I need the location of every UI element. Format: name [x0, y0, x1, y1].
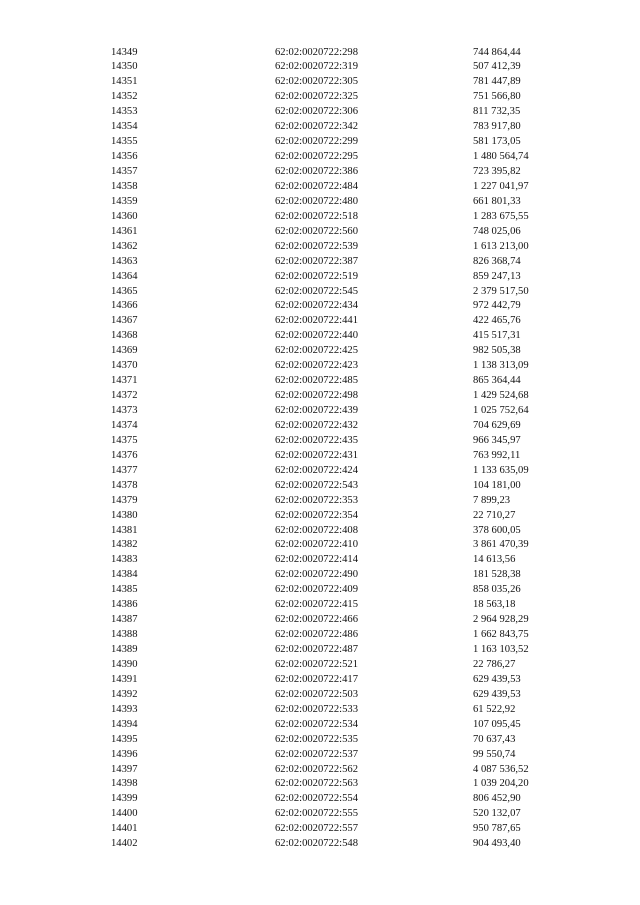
- table-row: [111, 777, 573, 792]
- table-row: [111, 763, 573, 778]
- cadastral-number-cell: 62:02:0020722:423: [275, 360, 358, 372]
- table-row: [111, 165, 573, 180]
- cadastral-number-cell: 62:02:0020722:557: [275, 823, 358, 835]
- table-row: [111, 553, 573, 568]
- cadastral-number-cell: 62:02:0020722:563: [275, 778, 358, 790]
- cadastral-number-cell: 62:02:0020722:521: [275, 658, 358, 670]
- table-row: [111, 120, 573, 135]
- cadastral-value-cell: 826 368,74: [473, 255, 521, 267]
- row-number-cell: 14388: [111, 629, 138, 641]
- table-row: [111, 299, 573, 314]
- row-number-cell: 14362: [111, 240, 138, 252]
- table-row: [111, 748, 573, 763]
- row-number-cell: 14393: [111, 703, 138, 715]
- table-row: [111, 46, 573, 61]
- table-row: [111, 464, 573, 479]
- table-row: [111, 643, 573, 658]
- cadastral-number-cell: 62:02:0020722:548: [275, 838, 358, 850]
- cadastral-value-cell: 1 025 752,64: [473, 405, 529, 416]
- table-row: [111, 703, 573, 718]
- cadastral-number-cell: 62:02:0020722:560: [275, 225, 358, 237]
- cadastral-value-cell: 763 992,11: [473, 449, 521, 461]
- cadastral-number-cell: 62:02:0020722:441: [275, 315, 358, 327]
- cadastral-number-cell: 62:02:0020722:539: [275, 240, 358, 252]
- row-number-cell: 14358: [111, 180, 138, 192]
- cadastral-number-cell: 62:02:0020722:386: [275, 166, 358, 177]
- table-row: [111, 837, 573, 852]
- cadastral-value-cell: 1 133 635,09: [473, 464, 529, 476]
- cadastral-value-cell: 1 163 103,52: [473, 644, 529, 655]
- cadastral-number-cell: 62:02:0020722:410: [275, 539, 358, 551]
- cadastral-value-cell: 751 566,80: [473, 91, 521, 103]
- cadastral-value-cell: 966 345,97: [473, 434, 521, 446]
- cadastral-number-cell: 62:02:0020722:439: [275, 405, 358, 416]
- row-number-cell: 14368: [111, 330, 138, 342]
- cadastral-value-cell: 99 550,74: [473, 748, 516, 760]
- cadastral-value-cell: 629 439,53: [473, 688, 521, 700]
- table-body: [111, 46, 573, 853]
- row-number-cell: 14355: [111, 136, 138, 148]
- row-number-cell: 14380: [111, 509, 138, 521]
- cadastral-value-cell: 1 039 204,20: [473, 778, 529, 790]
- table-row: [111, 494, 573, 509]
- cadastral-value-cell: 1 138 313,09: [473, 360, 529, 372]
- table-row: [111, 389, 573, 404]
- cadastral-number-cell: 62:02:0020722:342: [275, 121, 358, 133]
- cadastral-value-cell: 181 528,38: [473, 569, 521, 581]
- cadastral-number-cell: 62:02:0020722:490: [275, 569, 358, 581]
- cadastral-number-cell: 62:02:0020722:486: [275, 629, 358, 641]
- cadastral-number-cell: 62:02:0020722:485: [275, 375, 358, 387]
- row-number-cell: 14401: [111, 823, 138, 835]
- row-number-cell: 14386: [111, 599, 138, 611]
- cadastral-value-cell: 704 629,69: [473, 419, 521, 431]
- table-row: [111, 449, 573, 464]
- cadastral-number-cell: 62:02:0020722:306: [275, 106, 358, 118]
- cadastral-number-cell: 62:02:0020722:554: [275, 793, 358, 805]
- table-row: [111, 524, 573, 539]
- cadastral-value-cell: 982 505,38: [473, 345, 521, 357]
- cadastral-number-cell: 62:02:0020722:555: [275, 808, 358, 820]
- row-number-cell: 14349: [111, 46, 138, 58]
- table-row: [111, 404, 573, 419]
- cadastral-number-cell: 62:02:0020722:484: [275, 180, 358, 192]
- row-number-cell: 14364: [111, 270, 138, 282]
- cadastral-number-cell: 62:02:0020722:417: [275, 673, 358, 685]
- cadastral-number-cell: 62:02:0020722:319: [275, 61, 358, 73]
- row-number-cell: 14367: [111, 315, 138, 327]
- cadastral-number-cell: 62:02:0020722:537: [275, 748, 358, 760]
- cadastral-value-cell: 950 787,65: [473, 823, 521, 835]
- row-number-cell: 14395: [111, 733, 138, 745]
- cadastral-value-cell: 723 395,82: [473, 166, 521, 177]
- cadastral-number-cell: 62:02:0020722:425: [275, 345, 358, 357]
- row-number-cell: 14366: [111, 300, 138, 312]
- cadastral-number-cell: 62:02:0020722:480: [275, 195, 358, 207]
- cadastral-number-cell: 62:02:0020722:415: [275, 599, 358, 611]
- row-number-cell: 14396: [111, 748, 138, 760]
- row-number-cell: 14385: [111, 584, 138, 596]
- row-number-cell: 14382: [111, 539, 138, 551]
- cadastral-number-cell: 62:02:0020722:533: [275, 703, 358, 715]
- cadastral-number-cell: 62:02:0020722:535: [275, 733, 358, 745]
- cadastral-value-cell: 378 600,05: [473, 524, 521, 536]
- table-row: [111, 538, 573, 553]
- row-number-cell: 14352: [111, 91, 138, 103]
- row-number-cell: 14356: [111, 151, 138, 163]
- cadastral-value-cell: 1 227 041,97: [473, 180, 529, 192]
- table-row: [111, 419, 573, 434]
- cadastral-value-cell: 1 283 675,55: [473, 210, 529, 222]
- row-number-cell: 14394: [111, 718, 138, 730]
- cadastral-value-cell: 107 095,45: [473, 718, 521, 730]
- cadastral-number-cell: 62:02:0020722:435: [275, 434, 358, 446]
- row-number-cell: 14369: [111, 345, 138, 357]
- table-row: [111, 60, 573, 75]
- table-row: [111, 285, 573, 300]
- table-row: [111, 344, 573, 359]
- row-number-cell: 14392: [111, 688, 138, 700]
- row-number-cell: 14373: [111, 405, 138, 416]
- cadastral-number-cell: 62:02:0020722:562: [275, 763, 358, 775]
- cadastral-value-cell: 2 964 928,29: [473, 614, 529, 626]
- cadastral-number-cell: 62:02:0020722:432: [275, 419, 358, 431]
- row-number-cell: 14354: [111, 121, 138, 133]
- cadastral-value-cell: 859 247,13: [473, 270, 521, 282]
- cadastral-value-cell: 781 447,89: [473, 76, 521, 88]
- cadastral-value-cell: 415 517,31: [473, 330, 521, 342]
- row-number-cell: 14383: [111, 554, 138, 566]
- row-number-cell: 14374: [111, 419, 138, 431]
- cadastral-value-cell: 806 452,90: [473, 793, 521, 805]
- cadastral-value-cell: 811 732,35: [473, 106, 521, 118]
- cadastral-number-cell: 62:02:0020722:518: [275, 210, 358, 222]
- cadastral-number-cell: 62:02:0020722:295: [275, 151, 358, 163]
- table-row: [111, 105, 573, 120]
- table-row: [111, 479, 573, 494]
- table-row: [111, 688, 573, 703]
- row-number-cell: 14397: [111, 763, 138, 775]
- table-row: [111, 314, 573, 329]
- cadastral-number-cell: 62:02:0020722:424: [275, 464, 358, 476]
- table-row: [111, 792, 573, 807]
- cadastral-value-cell: 581 173,05: [473, 136, 521, 148]
- cadastral-value-cell: 1 429 524,68: [473, 390, 529, 402]
- cadastral-number-cell: 62:02:0020722:519: [275, 270, 358, 282]
- row-number-cell: 14379: [111, 494, 138, 506]
- row-number-cell: 14381: [111, 524, 138, 536]
- cadastral-number-cell: 62:02:0020722:299: [275, 136, 358, 148]
- cadastral-value-cell: 1 662 843,75: [473, 629, 529, 641]
- row-number-cell: 14365: [111, 285, 138, 297]
- row-number-cell: 14400: [111, 808, 138, 820]
- cadastral-value-cell: 2 379 517,50: [473, 285, 529, 297]
- row-number-cell: 14360: [111, 210, 138, 222]
- cadastral-value-cell: 520 132,07: [473, 808, 521, 820]
- table-row: [111, 270, 573, 285]
- cadastral-number-cell: 62:02:0020722:431: [275, 449, 358, 461]
- cadastral-number-cell: 62:02:0020722:543: [275, 479, 358, 491]
- cadastral-value-cell: 422 465,76: [473, 315, 521, 327]
- table-row: [111, 718, 573, 733]
- row-number-cell: 14377: [111, 464, 138, 476]
- cadastral-value-cell: 3 861 470,39: [473, 539, 529, 551]
- cadastral-value-cell: 4 087 536,52: [473, 763, 529, 775]
- cadastral-number-cell: 62:02:0020722:545: [275, 285, 358, 297]
- table-row: [111, 240, 573, 255]
- table-row: [111, 673, 573, 688]
- cadastral-value-cell: 14 613,56: [473, 554, 516, 566]
- cadastral-number-cell: 62:02:0020722:409: [275, 584, 358, 596]
- row-number-cell: 14389: [111, 644, 138, 655]
- cadastral-value-cell: 661 801,33: [473, 195, 521, 207]
- cadastral-value-cell: 858 035,26: [473, 584, 521, 596]
- table-row: [111, 434, 573, 449]
- cadastral-value-cell: 22 786,27: [473, 658, 516, 670]
- cadastral-value-cell: 61 522,92: [473, 703, 516, 715]
- table-row: [111, 90, 573, 105]
- table-row: [111, 733, 573, 748]
- cadastral-number-cell: 62:02:0020722:487: [275, 644, 358, 655]
- row-number-cell: 14361: [111, 225, 138, 237]
- cadastral-value-cell: 904 493,40: [473, 838, 521, 850]
- table-row: [111, 150, 573, 165]
- row-number-cell: 14375: [111, 434, 138, 446]
- table-row: [111, 509, 573, 524]
- cadastral-number-cell: 62:02:0020722:534: [275, 718, 358, 730]
- table-row: [111, 75, 573, 90]
- row-number-cell: 14398: [111, 778, 138, 790]
- cadastral-number-cell: 62:02:0020722:325: [275, 91, 358, 103]
- row-number-cell: 14353: [111, 106, 138, 118]
- table-row: [111, 374, 573, 389]
- row-number-cell: 14376: [111, 449, 138, 461]
- cadastral-number-cell: 62:02:0020722:353: [275, 494, 358, 506]
- cadastral-number-cell: 62:02:0020722:466: [275, 614, 358, 626]
- row-number-cell: 14359: [111, 195, 138, 207]
- row-number-cell: 14390: [111, 658, 138, 670]
- cadastral-value-cell: 1 613 213,00: [473, 240, 529, 252]
- table-row: [111, 598, 573, 613]
- table-row: [111, 195, 573, 210]
- row-number-cell: 14372: [111, 390, 138, 402]
- cadastral-number-cell: 62:02:0020722:354: [275, 509, 358, 521]
- cadastral-number-cell: 62:02:0020722:408: [275, 524, 358, 536]
- cadastral-value-cell: 18 563,18: [473, 599, 516, 611]
- cadastral-value-cell: 7 899,23: [473, 494, 511, 506]
- table-row: [111, 210, 573, 225]
- cadastral-value-table: [111, 46, 573, 853]
- table-row: [111, 583, 573, 598]
- cadastral-value-cell: 70 637,43: [473, 733, 516, 745]
- cadastral-value-cell: 783 917,80: [473, 121, 521, 133]
- row-number-cell: 14357: [111, 166, 138, 177]
- row-number-cell: 14384: [111, 569, 138, 581]
- row-number-cell: 14351: [111, 76, 138, 88]
- cadastral-value-cell: 748 025,06: [473, 225, 521, 237]
- table-row: [111, 359, 573, 374]
- row-number-cell: 14363: [111, 255, 138, 267]
- table-row: [111, 628, 573, 643]
- cadastral-number-cell: 62:02:0020722:387: [275, 255, 358, 267]
- cadastral-value-cell: 972 442,79: [473, 300, 521, 312]
- cadastral-value-cell: 22 710,27: [473, 509, 516, 521]
- table-row: [111, 180, 573, 195]
- cadastral-value-cell: 744 864,44: [473, 46, 521, 58]
- row-number-cell: 14402: [111, 838, 138, 850]
- row-number-cell: 14387: [111, 614, 138, 626]
- row-number-cell: 14378: [111, 479, 138, 491]
- table-row: [111, 658, 573, 673]
- table-row: [111, 255, 573, 270]
- cadastral-number-cell: 62:02:0020722:434: [275, 300, 358, 312]
- table-row: [111, 568, 573, 583]
- cadastral-value-cell: 104 181,00: [473, 479, 521, 491]
- cadastral-value-cell: 865 364,44: [473, 375, 521, 387]
- cadastral-value-cell: 629 439,53: [473, 673, 521, 685]
- table-row: [111, 135, 573, 150]
- cadastral-number-cell: 62:02:0020722:498: [275, 390, 358, 402]
- row-number-cell: 14350: [111, 61, 138, 73]
- row-number-cell: 14371: [111, 375, 138, 387]
- table-row: [111, 225, 573, 240]
- row-number-cell: 14391: [111, 673, 138, 685]
- cadastral-number-cell: 62:02:0020722:298: [275, 46, 358, 58]
- row-number-cell: 14370: [111, 360, 138, 372]
- cadastral-number-cell: 62:02:0020722:414: [275, 554, 358, 566]
- cadastral-number-cell: 62:02:0020722:503: [275, 688, 358, 700]
- table-row: [111, 329, 573, 344]
- cadastral-value-cell: 507 412,39: [473, 61, 521, 73]
- cadastral-number-cell: 62:02:0020722:305: [275, 76, 358, 88]
- cadastral-value-cell: 1 480 564,74: [473, 151, 529, 163]
- row-number-cell: 14399: [111, 793, 138, 805]
- cadastral-number-cell: 62:02:0020722:440: [275, 330, 358, 342]
- table-row: [111, 613, 573, 628]
- table-row: [111, 807, 573, 822]
- table-row: [111, 822, 573, 837]
